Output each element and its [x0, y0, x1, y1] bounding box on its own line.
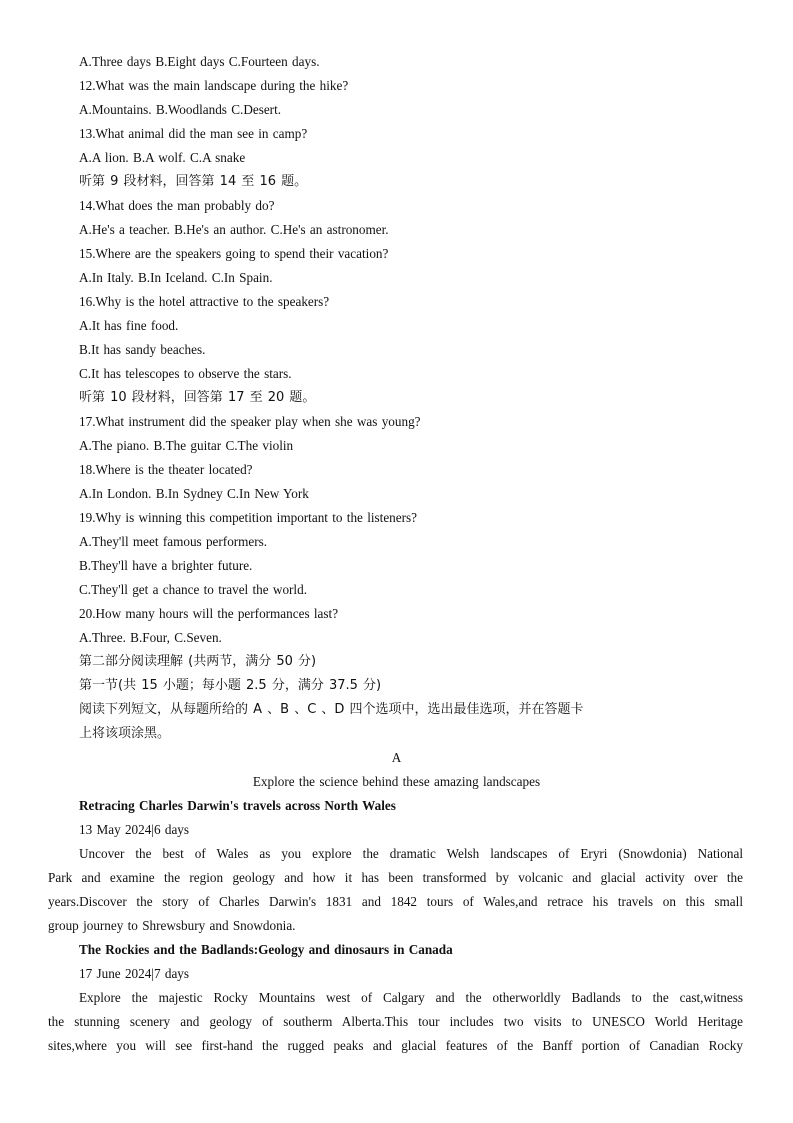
question-13: 13.What animal did the man see in camp?: [79, 126, 308, 141]
tour-2-paragraph-line: sites,where you will see first-hand the rugged peaks and glacial features of the Banff portion of Canadian Rocky: [48, 1038, 743, 1053]
answer-options-q14: A.He's a teacher. B.He's an author. C.He's an astronomer.: [79, 222, 389, 237]
answer-option-q19-a: A.They'll meet famous performers.: [79, 534, 268, 549]
tour-1-title: Retracing Charles Darwin's travels across North Wales: [79, 798, 396, 813]
tour-2-paragraph-line: Explore the majestic Rocky Mountains west of Calgary and the otherworldly Badlands to the cast,witness: [79, 990, 743, 1005]
question-14: 14.What does the man probably do?: [79, 198, 275, 213]
answer-options-q18: A.In London. B.In Sydney C.In New York: [79, 486, 309, 501]
tour-1-date: 13 May 2024|6 days: [79, 822, 190, 837]
instruction-passage-10: 听第 10 段材料，回答第 17 至 20 题。: [79, 390, 316, 405]
answer-options-q20: A.Three. B.Four, C.Seven.: [79, 630, 222, 645]
tour-2-paragraph-line: the stunning scenery and geology of southerm Alberta.This tour includes two visits to UNESCO World Heritage: [48, 1014, 743, 1029]
question-16: 16.Why is the hotel attractive to the speakers?: [79, 294, 330, 309]
tour-1-paragraph-line: group journey to Shrewsbury and Snowdonia.: [48, 918, 296, 933]
tour-2-date: 17 June 2024|7 days: [79, 966, 190, 981]
question-19: 19.Why is winning this competition important to the listeners?: [79, 510, 418, 525]
tour-1-paragraph-line: Park and examine the region geology and how it has been transformed by volcanic and glacial activity over the: [48, 870, 743, 885]
answer-option-q16-b: B.It has sandy beaches.: [79, 342, 206, 357]
passage-subtitle: Explore the science behind these amazing landscapes: [252, 774, 541, 789]
question-18: 18.Where is the theater located?: [79, 462, 253, 477]
question-12: 12.What was the main landscape during the hike?: [79, 78, 349, 93]
tour-1-paragraph-line: Uncover the best of Wales as you explore the dramatic Welsh landscapes of Eryri (Snowdonia) National: [79, 846, 743, 861]
answer-options-q15: A.In Italy. B.In Iceland. C.In Spain.: [79, 270, 273, 285]
section-one-heading: 第一节(共 15 小题；每小题 2.5 分，满分 37.5 分): [79, 678, 382, 693]
reading-instruction-cont: 上将该项涂黑。: [79, 726, 171, 741]
question-17: 17.What instrument did the speaker play when she was young?: [79, 414, 421, 429]
part-two-heading: 第二部分阅读理解 (共两节，满分 50 分): [79, 654, 317, 669]
question-15: 15.Where are the speakers going to spend their vacation?: [79, 246, 389, 261]
reading-instruction: 阅读下列短文，从每题所给的 A 、B 、C 、D 四个选项中，选出最佳选项，并在答题卡: [79, 702, 584, 717]
question-20: 20.How many hours will the performances last?: [79, 606, 339, 621]
tour-2-title: The Rockies and the Badlands:Geology and dinosaurs in Canada: [79, 942, 453, 957]
answer-options-q13: A.A lion. B.A wolf. C.A snake: [79, 150, 246, 165]
answer-option-q16-c: C.It has telescopes to observe the stars.: [79, 366, 292, 381]
answer-option-q19-c: C.They'll get a chance to travel the world.: [79, 582, 307, 597]
answer-options-q17: A.The piano. B.The guitar C.The violin: [79, 438, 294, 453]
answer-option-q19-b: B.They'll have a brighter future.: [79, 558, 253, 573]
answer-options-q12: A.Mountains. B.Woodlands C.Desert.: [79, 102, 282, 117]
passage-letter: A: [391, 750, 402, 765]
answer-option-q16-a: A.It has fine food.: [79, 318, 179, 333]
tour-1-paragraph-line: years.Discover the story of Charles Darwin's 1831 and 1842 tours of Wales,and retrace his travels on this small: [48, 894, 743, 909]
answer-options-q11: A.Three days B.Eight days C.Fourteen days.: [79, 54, 320, 69]
instruction-passage-9: 听第 9 段材料，回答第 14 至 16 题。: [79, 174, 308, 189]
